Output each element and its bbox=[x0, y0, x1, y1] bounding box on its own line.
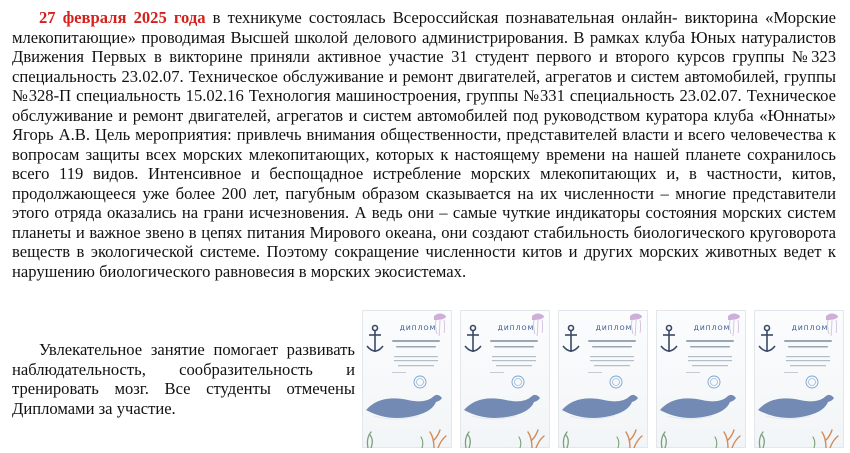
anchor-icon bbox=[563, 326, 579, 353]
diploma-title: ДИПЛОМ bbox=[791, 324, 829, 332]
seal-icon bbox=[806, 376, 818, 388]
article-paragraph-2: Увлекательное занятие помогает развивать наблюдательность, сообразительность и тренировать мозг. Все студенты отмечены Дипломами за участие. bbox=[12, 340, 355, 418]
anchor-icon bbox=[759, 326, 775, 353]
coral-icon bbox=[563, 430, 642, 448]
diploma-image bbox=[656, 310, 746, 448]
text-lines bbox=[686, 340, 734, 373]
diploma-image bbox=[362, 310, 452, 448]
diploma-image bbox=[558, 310, 648, 448]
text-lines bbox=[784, 340, 832, 373]
whale-icon bbox=[366, 395, 442, 419]
coral-icon bbox=[661, 430, 740, 448]
text-lines bbox=[490, 340, 538, 373]
diploma-title: ДИПЛОМ bbox=[497, 324, 535, 332]
coral-icon bbox=[465, 430, 544, 448]
diploma-title: ДИПЛОМ bbox=[693, 324, 731, 332]
diploma-image bbox=[460, 310, 550, 448]
seal-icon bbox=[708, 376, 720, 388]
anchor-icon bbox=[661, 326, 677, 353]
whale-icon bbox=[562, 395, 638, 419]
text-lines bbox=[392, 340, 440, 373]
whale-icon bbox=[758, 395, 834, 419]
diploma-title: ДИПЛОМ bbox=[399, 324, 437, 332]
text-lines bbox=[588, 340, 636, 373]
whale-icon bbox=[660, 395, 736, 419]
anchor-icon bbox=[367, 326, 383, 353]
anchor-icon bbox=[465, 326, 481, 353]
coral-icon bbox=[759, 430, 838, 448]
whale-icon bbox=[464, 395, 540, 419]
seal-icon bbox=[414, 376, 426, 388]
seal-icon bbox=[610, 376, 622, 388]
seal-icon bbox=[512, 376, 524, 388]
diploma-image bbox=[754, 310, 844, 448]
paragraph-1-text: в техникуме состоялась Всероссийская познавательная онлайн- викторина «Морские млекопитающие» проводимая Высшей школой делового администрирования. В рамках клуба Юных натуралистов Движения Первых в викторине приняли активное участие 31 студент первого и второго курсов группы №323 специальность 23.02.07. Техническое обслуживание и ремонт двигателей, агрегатов и систем автомобилей, группы №328-П специальность 15.02.16 Технология машиностроения, группы №331 специальность 23.02.07. Техническое обслуживание и ремонт двигателей, агрегатов и систем автомобилей под руководством куратора клуба «Юннаты» Ягорь А.В. Цель мероприятия: привлечь внимания общественности, представителей власти и всего человечества к вопросам защиты всех морских млекопитающих, которых к настоящему времени на нашей планете сохранилось всего 119 видов. Интенсивное и беспощадное истребление морских млекопитающих и, в частности, китов, продолжающееся уже более 200 лет, пагубным образом сказывается на их численности – многие представители этого отряда оказались на грани исчезновения. А ведь они – самые чуткие индикаторы состояния морских систем планеты и важное звено в цепях питания Мирового океана, они создают стабильность биологического круговорота веществ в экологической системе. Поэтому сокращение численности китов и других морских животных ведет к нарушению биологического равновесия в морских экосистемах. bbox=[12, 8, 837, 281]
coral-icon bbox=[367, 430, 446, 448]
article-paragraph-1 bbox=[12, 8, 836, 281]
diploma-gallery bbox=[362, 310, 846, 450]
event-date: 27 февраля 2025 года bbox=[39, 8, 206, 27]
diploma-title: ДИПЛОМ bbox=[595, 324, 633, 332]
